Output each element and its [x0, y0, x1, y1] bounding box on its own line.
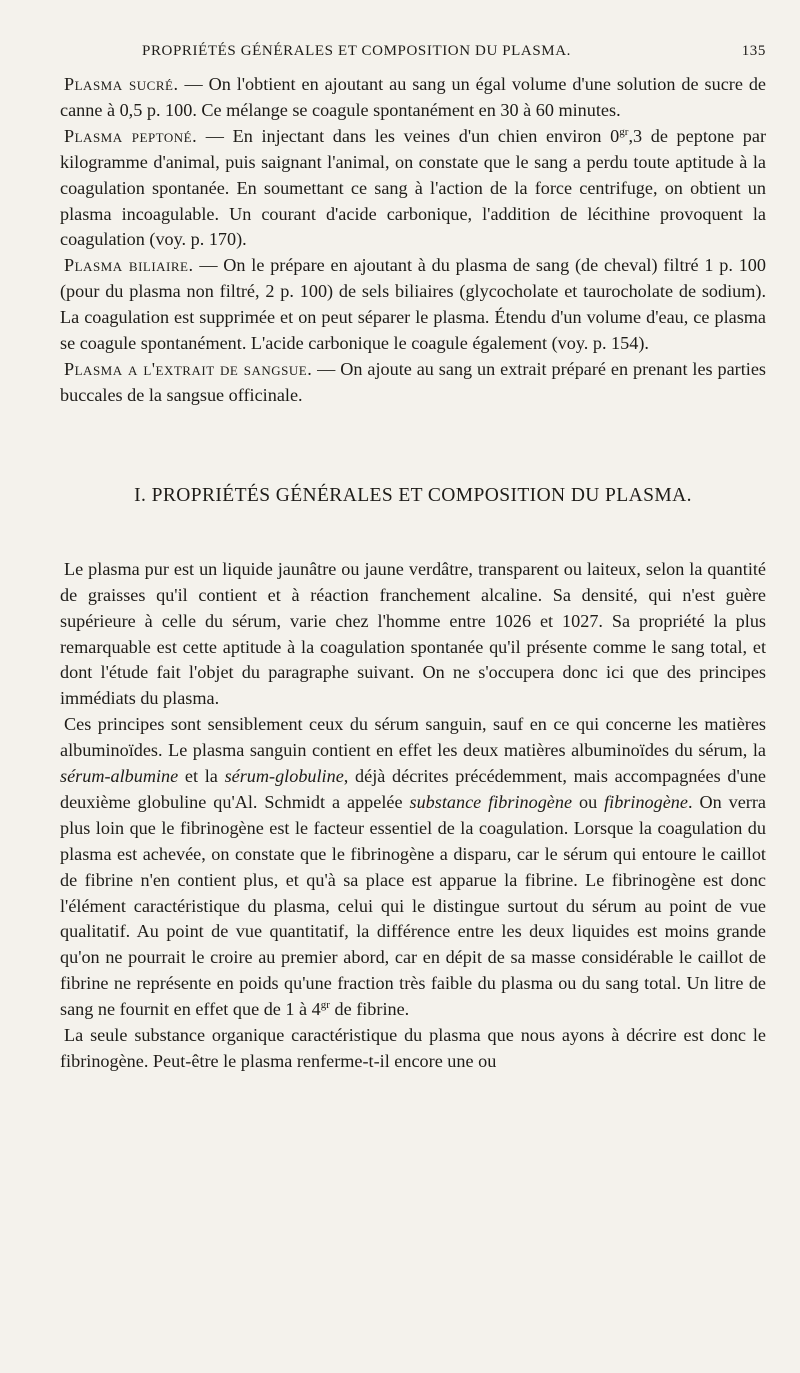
section-heading: I. PROPRIÉTÉS GÉNÉRALES ET COMPOSITION DU PLASMA.: [134, 484, 692, 506]
paragraph-plasma-properties: Le plasma pur est un liquide jaunâtre ou jaune verdâtre, transparent ou laiteux, selon la quantité de graisses qu'il contient et à réaction franchement alcaline. Sa densité, qui n'est guère supérieure à celle du sérum, varie chez l'homme entre 1026 et 1027. Sa propriété la plus remarquable est cette aptitude à la coagulation spontanée qu'il présente comme le sang total, et dont l'étude fait l'objet du paragraphe suivant. On ne s'occupera donc ici que des principes immédiats du plasma.: [60, 558, 766, 709]
paragraph-text: de fibrine.: [329, 999, 410, 1020]
entry-text: — On l'obtient en ajoutant au sang un égal volume d'une solution de sucre de canne à 0,5 p. 100. Ce mélange se coagule spontanément en 30 à 60 minutes.: [60, 74, 767, 120]
paragraph-fibrinogene: La seule substance organique caractéristique du plasma que nous ayons à décrire est donc le fibrinogène. Peut-être le plasma renferme-t-il encore une ou: [60, 1025, 766, 1071]
term-serum-globuline: sérum-globuline: [224, 766, 344, 787]
entry-text: — On le prépare en ajoutant à du plasma de sang (de cheval) filtré 1 p. 100 (pour du plasma non filtré, 2 p. 100) de sels biliaires (glycocholate et taurocholate de sodium). La coagulation est supprimée et on peut séparer le plasma. Étendu d'un volume d'eau, ce plasma se coagule spontanément. L'acide carbonique le coagule également (voy. p. 154).: [60, 255, 766, 354]
entry-plasma-peptone: [60, 124, 766, 254]
paragraph-text: . On verra plus loin que le fibrinogène est le facteur essentiel de la coagulation. Lorsque la coagulation du plasma est achevée, on constate que le fibrinogène a disparu, car le sérum qui entoure le caillot de fibrine n'en contient plus, et qu'à sa place est apparue la fibrine. Le fibrinogène est donc l'élément caractéristique du plasma, celui qui le distingue surtout du sérum au point de vue qualitatif. Au point de vue quantitatif, la différence entre les deux liquides est moins grande qu'on ne pourrait le croire au premier abord, car en dépit de sa masse considérable le caillot de fibrine ne représente en poids qu'une fraction très faible du plasma ou du sang total. Un litre de sang ne fournit en effet que de 1 à 4: [60, 791, 766, 1020]
entry-term: Plasma a l'extrait de sangsue.: [64, 358, 313, 379]
entry-plasma-biliaire: [60, 253, 766, 357]
paragraph-principles: [60, 712, 766, 1023]
paragraph-text: , déjà décrites précédemment, mais accompagnées d'une deuxième globuline qu'Al. Schmidt a appelée: [60, 766, 766, 812]
running-head: [60, 36, 766, 66]
paragraph-text: et la: [178, 766, 225, 787]
paragraph-text: ou: [572, 791, 605, 812]
unit-superscript: gr: [320, 999, 330, 1012]
entry-term: Plasma peptoné.: [64, 125, 198, 146]
entry-term: Plasma biliaire.: [64, 255, 194, 276]
plasma-types-list: [60, 72, 766, 409]
running-head-title: PROPRIÉTÉS GÉNÉRALES ET COMPOSITION DU PLASMA.: [142, 43, 572, 59]
term-substance-fibrinogene: substance fibrinogène: [409, 791, 573, 812]
term-serum-albumine: sérum-albumine: [60, 766, 179, 787]
section-body: [60, 557, 766, 1075]
paragraph-text: Ces principes sont sensiblement ceux du sérum sanguin, sauf en ce qui concerne les matières albuminoïdes. Le plasma sanguin contient en effet les deux matières albuminoïdes du sérum, la: [60, 714, 766, 761]
entry-text: — On ajoute au sang un extrait préparé en prenant les parties buccales de la sangsue officinale.: [60, 358, 766, 405]
term-fibrinogene: fibrinogène: [604, 791, 688, 812]
entry-term: Plasma sucré.: [64, 74, 179, 94]
entry-plasma-sucre: [60, 72, 766, 124]
unit-superscript: gr: [619, 125, 629, 138]
entry-text: — En injectant dans les veines d'un chien environ 0: [197, 125, 620, 146]
entry-plasma-sangsue: [60, 357, 766, 409]
page-number: 135: [741, 43, 766, 59]
entry-text: ,3 de peptone par kilogramme d'animal, puis saignant l'animal, on constate que le sang a perdu toute aptitude à la coagulation spontanée. En soumettant ce sang à l'action de la force centrifuge, on obtient un plasma incoagulable. Un courant d'acide carbonique, l'addition de lécithine provoquent la coagulation (voy. p. 170).: [60, 125, 767, 250]
